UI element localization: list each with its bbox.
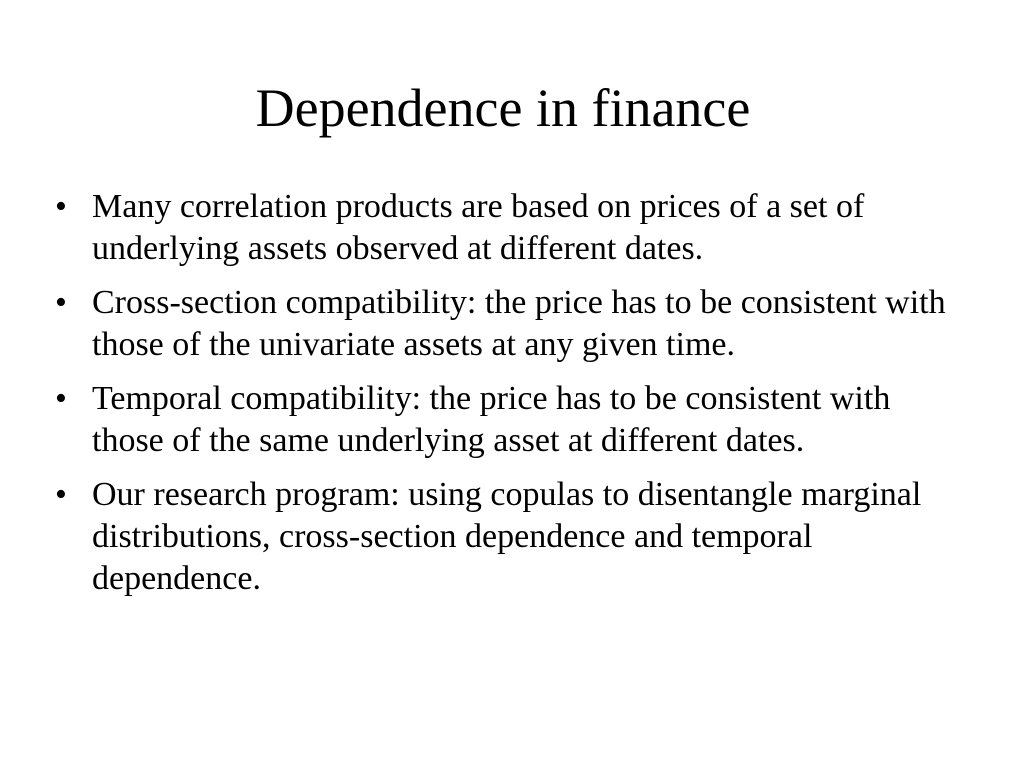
bullet-text: Temporal compatibility: the price has to be consistent with those of the same underlying asset at different dates.: [92, 380, 891, 459]
bullet-icon: •: [55, 188, 67, 225]
bullet-text: Many correlation products are based on prices of a set of underlying assets observed at different dates.: [92, 188, 865, 267]
bullet-list: [55, 186, 965, 612]
bullet-icon: •: [55, 284, 67, 321]
bullet-item: [55, 282, 965, 366]
bullet-icon: •: [55, 476, 67, 513]
bullet-text: Our research program: using copulas to disentangle marginal distributions, cross-section dependence and temporal dependence.: [92, 476, 922, 597]
bullet-item: [55, 186, 965, 270]
slide-title: Dependence in finance: [255, 78, 751, 138]
bullet-item: [55, 378, 965, 462]
bullet-text: Cross-section compatibility: the price has to be consistent with those of the univariate assets at any given time.: [92, 284, 946, 363]
bullet-item: [55, 474, 965, 600]
bullet-icon: •: [55, 380, 67, 417]
